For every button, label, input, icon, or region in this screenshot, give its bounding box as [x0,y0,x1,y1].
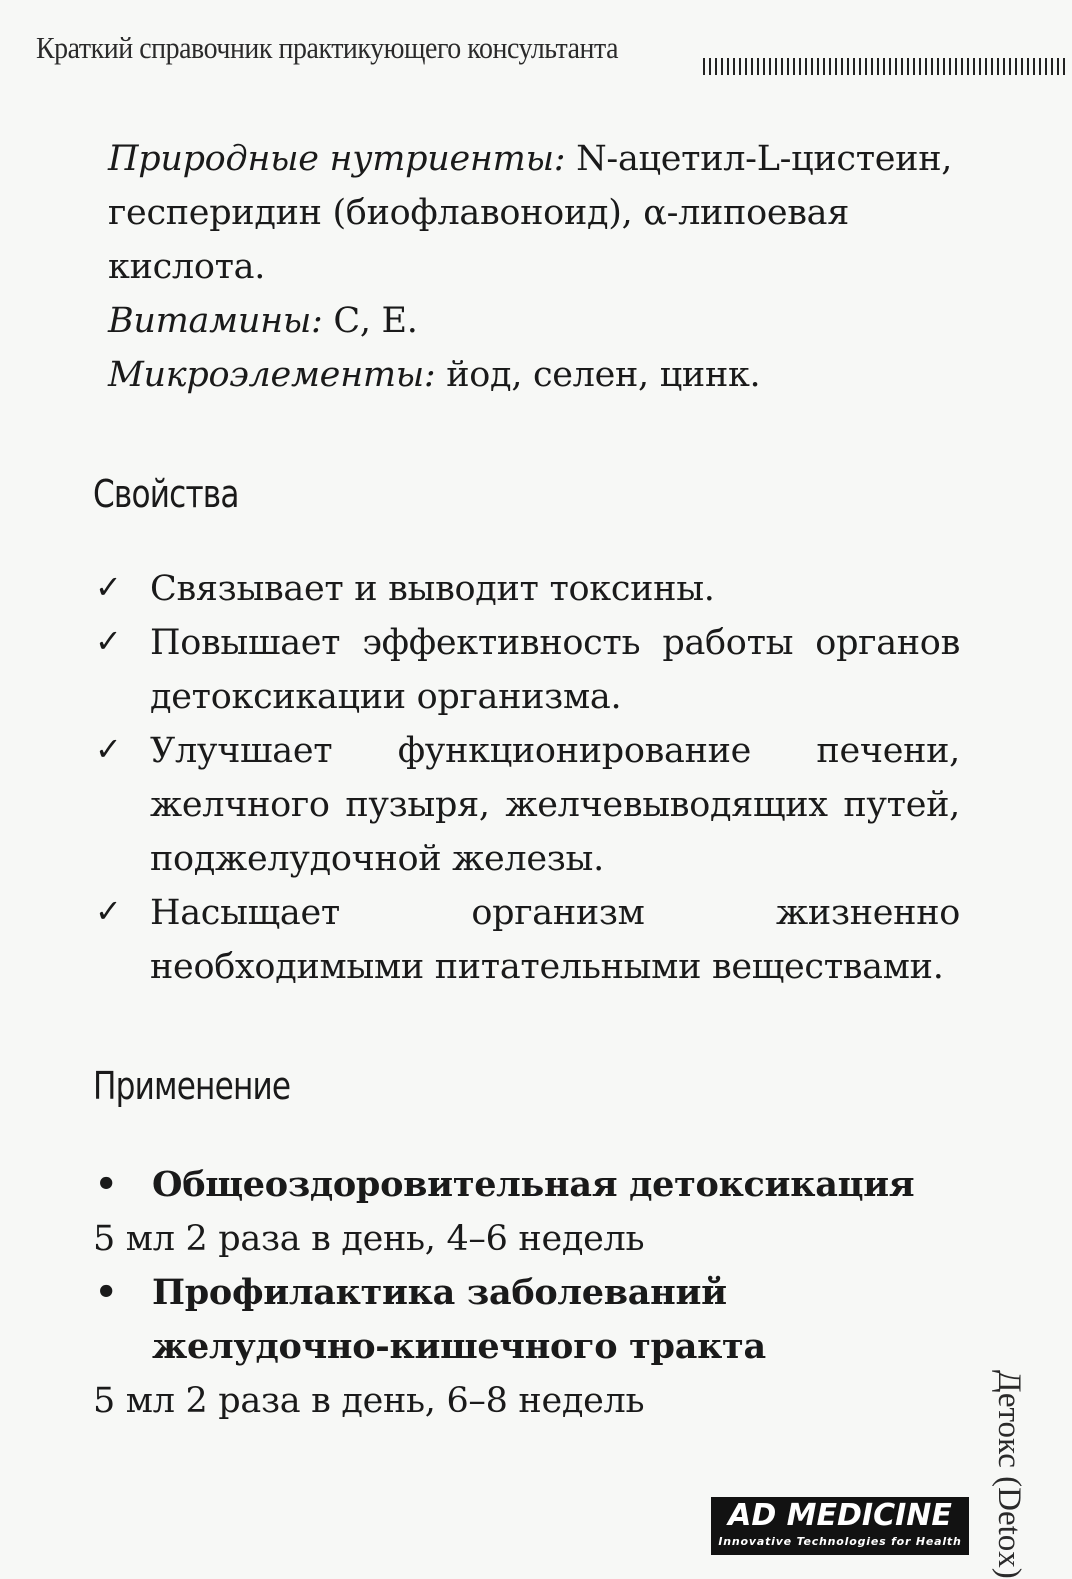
bullet-icon: • [95,1164,118,1205]
property-item [95,886,960,994]
application-dosage: 5 мл 2 раза в день, 4–6 недель [93,1219,645,1259]
property-item [95,616,960,724]
application-item [95,1266,960,1374]
vitamins-label: Витамины: [108,301,323,341]
application-heading: Применение [93,1064,291,1108]
admedicine-logo [711,1497,969,1555]
nutrients-label: Природные нутриенты: [108,139,566,179]
check-icon: ✓ [95,892,122,930]
property-text: Повышает эффективность работы органов детоксикации организма. [150,623,960,717]
check-icon: ✓ [95,622,122,660]
logo-name: AD MEDICINE [728,1498,952,1533]
property-text: Связывает и выводит токсины. [150,569,715,609]
microelements-label: Микроэлементы: [108,355,436,395]
microelements-line [108,348,958,402]
property-item [95,724,960,886]
nutrients-paragraph [108,132,958,294]
application-item [95,1158,960,1212]
check-icon: ✓ [95,730,122,768]
header-decoration [703,58,1065,75]
header-title: Краткий справочник практикующего консультанта [36,30,619,65]
vitamins-text: С, Е. [322,301,418,341]
logo-tagline: Innovative Technologies for Health [718,1535,962,1548]
property-text: Улучшает функционирование печени, желчного пузыря, желчевыводящих путей, поджелудочной железы. [150,731,960,879]
property-text: Насыщает организм жизненно необходимыми питательными веществами. [150,893,960,987]
properties-heading: Свойства [93,472,239,516]
side-label: Детокс (Detox) [991,1370,1027,1579]
application-title: Общеоздоровительная детоксикация [152,1164,915,1205]
property-item [95,562,960,616]
vitamins-line [108,294,958,348]
application-dosage: 5 мл 2 раза в день, 6–8 недель [93,1381,645,1421]
bullet-icon: • [95,1272,118,1313]
check-icon: ✓ [95,568,122,606]
nutrients-text: N-ацетил-L-цистеин, гесперидин (биофлавоноид), α-липоевая кислота. [108,139,953,287]
application-title: Профилактика заболеваний желудочно-кишечного тракта [152,1272,766,1367]
microelements-text: йод, селен, цинк. [435,355,761,395]
